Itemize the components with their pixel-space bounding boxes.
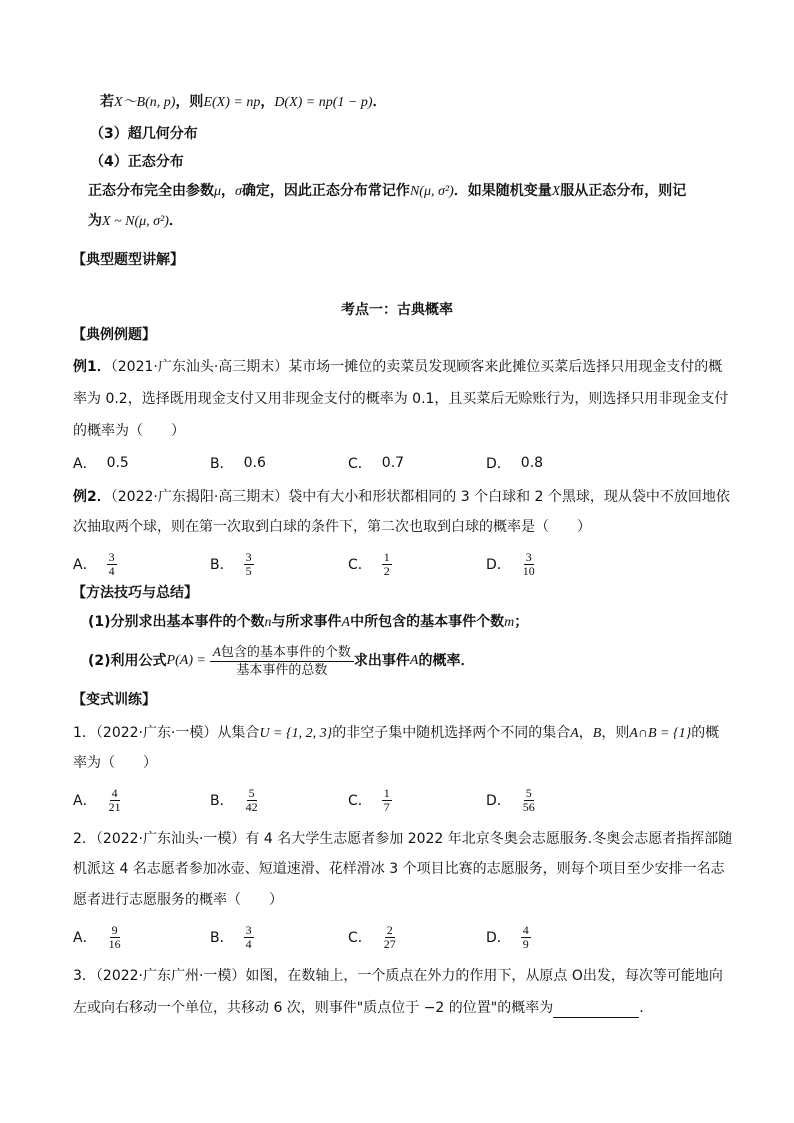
section-hypergeometric: （3）超几何分布 <box>90 126 198 142</box>
option-label: D． <box>486 557 511 573</box>
answer-blank[interactable] <box>553 1003 639 1018</box>
example1-option-a <box>73 448 129 478</box>
question2-option-a <box>73 922 123 952</box>
binomial-sep: ， <box>260 94 275 110</box>
numerator-text: 包含的基本事件的个数 <box>220 645 351 660</box>
option-label: B． <box>210 557 234 573</box>
fraction-numerator: 3 <box>245 922 252 937</box>
option-fraction <box>521 787 537 814</box>
binomial-dist-math: X～B(n, p) <box>114 95 176 110</box>
example1-text: （2021·广东汕头·高三期末）某市场一摊位的卖菜员发现顾客来此摊位买菜后选择只用现金支付的概 <box>110 359 723 375</box>
option-label: C． <box>348 456 372 472</box>
option-label: D． <box>486 930 511 946</box>
option-label: A． <box>73 793 97 809</box>
question1-text: 1．（2022·广东·一模）从集合 <box>73 725 260 741</box>
option-value: 0.5 <box>106 455 129 471</box>
question2-line1: 2．（2022·广东汕头·一模）有 4 名大学生志愿者参加 2022 年北京冬奥会志愿服务.冬奥会志愿者指挥部随 <box>73 831 733 847</box>
binomial-formula-line <box>100 92 754 113</box>
example2-line1 <box>73 487 754 507</box>
set-b-symbol: B <box>592 726 602 741</box>
example1-label: 例1． <box>73 359 111 375</box>
normal-text: ， <box>221 183 236 199</box>
method-text: 中所包含的基本事件个数 <box>350 614 505 630</box>
question1-text: ， <box>578 725 593 741</box>
example2-option-b <box>210 549 254 579</box>
fraction-numerator: 5 <box>248 785 255 800</box>
heading-typical-problems: 【典型题型讲解】 <box>72 252 184 268</box>
set-u-math: U = {1, 2, 3} <box>259 726 333 741</box>
binomial-end: ． <box>372 94 387 110</box>
question1-option-d <box>486 785 537 815</box>
set-a-symbol: A <box>570 726 579 741</box>
normal-x-math: X ~ N(μ, σ²) <box>102 214 169 229</box>
fraction-denominator: 4 <box>108 563 115 578</box>
example2-option-d <box>486 549 537 579</box>
heading-variant-training: 【变式训练】 <box>72 692 156 708</box>
example2-text: （2022·广东揭阳·高三期末）袋中有大小和形状都相同的 3 个白球和 2 个黑球，现从袋中不放回地依 <box>110 489 730 505</box>
method-text: ； <box>514 614 529 630</box>
question1-text: 的概 <box>691 725 720 741</box>
method-text: (1)分别求出基本事件的个数 <box>88 614 265 630</box>
probability-formula-fraction <box>210 643 354 679</box>
option-label: D． <box>486 456 511 472</box>
option-fraction <box>107 551 117 578</box>
fraction-denominator: 10 <box>522 563 535 578</box>
normal-text: ．如果随机变量 <box>453 183 552 199</box>
option-fraction <box>244 924 254 951</box>
fraction-denominator: 21 <box>108 799 121 814</box>
fraction-denominator: 56 <box>522 799 535 814</box>
example2-line2: 次抽取两个球，则在第一次取到白球的条件下，第二次也取到白球的概率是（ ） <box>73 519 591 535</box>
question3-end: . <box>639 1000 644 1016</box>
event-a-symbol: A <box>341 615 351 630</box>
example1-option-c <box>348 448 404 478</box>
fraction-numerator: 3 <box>525 549 532 564</box>
question2-line2: 机派这 4 名志愿者参加冰壶、短道速滑、花样滑冰 3 个项目比赛的志愿服务，则每个项目至少安排一名志 <box>73 861 725 877</box>
fraction-numerator: 3 <box>108 549 115 564</box>
method-point2 <box>88 641 754 681</box>
option-fraction <box>107 787 123 814</box>
question1-line1 <box>73 723 754 744</box>
event-a-symbol: A <box>409 653 419 668</box>
normal-paragraph-line2 <box>88 211 754 232</box>
question3-line2 <box>73 998 754 1018</box>
option-fraction <box>107 924 123 951</box>
question3-text: 左或向右移动一个单位，共移动 6 次，则事件"质点位于 −2 的位置"的概率为 <box>73 1000 554 1016</box>
mu-symbol: μ <box>214 184 222 199</box>
option-value: 0.6 <box>243 455 266 471</box>
fraction-denominator: 2 <box>383 563 390 578</box>
option-fraction <box>521 924 531 951</box>
fraction-denominator: 5 <box>245 563 252 578</box>
event-a-symbol: A <box>212 644 221 659</box>
question2-options <box>73 922 633 952</box>
x-symbol: X <box>551 184 561 199</box>
normal-notation-math: N(μ, σ²) <box>409 184 454 199</box>
fraction-numerator: 4 <box>522 922 529 937</box>
method-text: 与所求事件 <box>271 614 342 630</box>
option-fraction <box>521 551 537 578</box>
option-fraction <box>382 924 398 951</box>
intersection-math: A∩B = {1} <box>629 726 692 741</box>
example1-option-b <box>210 448 266 478</box>
method-text: (2)利用公式 <box>88 653 167 669</box>
question3-line1: 3．（2022·广东广州·一模）如图，在数轴上，一个质点在外力的作用下，从原点 O出发，每次等可能地向 <box>73 968 723 984</box>
option-fraction <box>382 551 392 578</box>
question2-line3: 愿者进行志愿服务的概率（ ） <box>73 892 283 908</box>
n-symbol: n <box>264 615 272 630</box>
normal-text: 服从正态分布，则记 <box>560 183 687 199</box>
question1-line2: 率为（ ） <box>73 755 157 771</box>
option-label: C． <box>348 930 372 946</box>
m-symbol: m <box>504 615 515 630</box>
question1-options <box>73 785 633 815</box>
option-value: 0.8 <box>520 455 544 471</box>
option-label: A． <box>73 456 97 472</box>
fraction-numerator: 3 <box>245 549 252 564</box>
fraction-denominator: 42 <box>245 799 258 814</box>
normal-paragraph-line1 <box>88 181 754 202</box>
normal-text: 正态分布完全由参数 <box>88 183 214 199</box>
fraction-numerator: 9 <box>111 922 118 937</box>
binomial-prefix: 若 <box>100 94 114 110</box>
option-value: 0.7 <box>381 455 405 471</box>
variance-math: D(X) = np(1 − p) <box>274 95 373 110</box>
fraction-denominator: 16 <box>108 936 121 951</box>
example2-label: 例2． <box>73 489 111 505</box>
example1-options <box>73 448 633 478</box>
fraction-numerator: 1 <box>383 785 390 800</box>
example2-option-a <box>73 549 117 579</box>
example1-option-d <box>486 448 543 478</box>
fraction-denominator: 7 <box>383 799 390 814</box>
option-label: A． <box>73 557 97 573</box>
method-point1 <box>88 612 754 633</box>
normal-text: 确定，因此正态分布常记作 <box>241 183 410 199</box>
binomial-mid: ，则 <box>175 94 204 110</box>
option-label: A． <box>73 930 97 946</box>
option-fraction <box>244 551 254 578</box>
question1-option-c <box>348 785 392 815</box>
section-normal: （4）正态分布 <box>90 154 184 170</box>
example1-line2: 率为 0.2，选择既用现金支付又用非现金支付的概率为 0.1，且买菜后无赊账行为，则选择只用非现金支付 <box>73 391 729 407</box>
option-label: C． <box>348 793 372 809</box>
option-label: B． <box>210 930 234 946</box>
fraction-denominator: 4 <box>245 936 252 951</box>
heading-examples: 【典例例题】 <box>72 327 156 343</box>
option-label: C． <box>348 557 372 573</box>
question2-option-b <box>210 922 254 952</box>
example2-options <box>73 549 633 579</box>
sigma-symbol: σ <box>235 184 242 199</box>
option-label: B． <box>210 456 234 472</box>
example1-line1 <box>73 357 754 377</box>
question1-option-a <box>73 785 123 815</box>
example2-option-c <box>348 549 392 579</box>
option-label: D． <box>486 793 511 809</box>
option-fraction <box>382 787 392 814</box>
fraction-denominator: 9 <box>522 936 529 951</box>
question2-option-d <box>486 922 531 952</box>
question1-option-b <box>210 785 260 815</box>
kaodian-title: 考点一：古典概率 <box>341 302 453 318</box>
method-text: 求出事件 <box>353 653 410 669</box>
example1-line3: 的概率为（ ） <box>73 423 185 439</box>
normal-text: ． <box>168 213 183 229</box>
question1-text: 的非空子集中随机选择两个不同的集合 <box>332 725 571 741</box>
formula-denominator: 基本事件的总数 <box>236 663 328 678</box>
question2-option-c <box>348 922 398 952</box>
fraction-numerator: 5 <box>525 785 532 800</box>
method-text: 的概率． <box>418 653 475 669</box>
fraction-denominator: 27 <box>383 936 396 951</box>
expectation-math: E(X) = np <box>203 95 261 110</box>
fraction-numerator: 4 <box>111 785 118 800</box>
question1-text: ，则 <box>601 725 630 741</box>
option-fraction <box>244 787 260 814</box>
normal-text: 为 <box>88 213 102 229</box>
fraction-numerator: 1 <box>383 549 390 564</box>
probability-formula-lhs: P(A) = <box>166 653 206 668</box>
formula-numerator <box>210 643 354 662</box>
heading-method: 【方法技巧与总结】 <box>72 585 198 601</box>
fraction-numerator: 2 <box>386 922 393 937</box>
option-label: B． <box>210 793 234 809</box>
